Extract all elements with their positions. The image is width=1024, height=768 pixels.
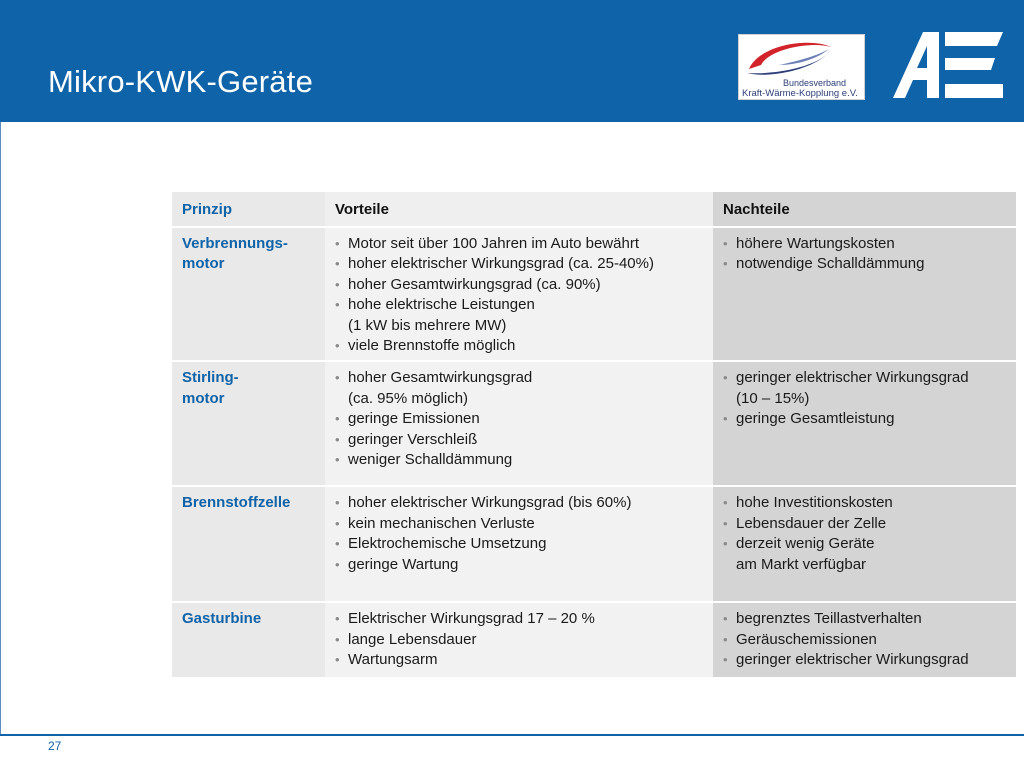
nachteile-cell — [713, 361, 1016, 486]
list-item: • Elektrochemische Umsetzung — [335, 534, 703, 554]
list-item: • notwendige Schalldämmung — [723, 254, 1006, 274]
list-item: • hoher elektrischer Wirkungsgrad (ca. 25-40%) — [335, 254, 703, 274]
list-item: • Motor seit über 100 Jahren im Auto bewährt — [335, 234, 703, 254]
nachteile-list — [723, 234, 1006, 275]
vorteile-list — [335, 234, 703, 356]
table-row — [172, 486, 1016, 602]
ae-logo-icon — [893, 30, 1005, 100]
footer-line — [0, 734, 1024, 736]
table-row — [172, 602, 1016, 678]
prinzip-cell — [172, 227, 325, 361]
page-number: 27 — [48, 739, 62, 753]
list-item: • hoher Gesamtwirkungsgrad (ca. 90%) — [335, 275, 703, 295]
prinzip-cell — [172, 602, 325, 678]
prinzip-cell — [172, 361, 325, 486]
list-item: • lange Lebensdauer — [335, 630, 703, 650]
list-item: • höhere Wartungskosten — [723, 234, 1006, 254]
vorteile-cell — [325, 486, 713, 602]
list-item: • Geräuschemissionen — [723, 630, 1006, 650]
prinzip-cell — [172, 486, 325, 602]
prinzip-label: Stirling- motor — [182, 369, 239, 407]
header-nachteile: Nachteile — [713, 192, 1016, 227]
swoosh-icon — [739, 35, 864, 79]
logo-text-line1: Bundesverband — [783, 78, 847, 88]
bkwk-logo — [738, 34, 865, 100]
list-item: • Elektrischer Wirkungsgrad 17 – 20 % — [335, 609, 703, 629]
header-prinzip: Prinzip — [172, 192, 325, 227]
list-item: • hohe elektrische Leistungen (1 kW bis mehrere MW) — [335, 295, 703, 336]
nachteile-list — [723, 368, 1006, 429]
list-item: • hohe Investitionskosten — [723, 493, 1006, 513]
nachteile-list — [723, 609, 1006, 670]
header-vorteile: Vorteile — [325, 192, 713, 227]
list-item: • derzeit wenig Geräte am Markt verfügbar — [723, 534, 1006, 575]
list-item: • kein mechanischen Verluste — [335, 514, 703, 534]
vorteile-list — [335, 493, 703, 575]
comparison-table — [172, 192, 1016, 679]
list-item: • geringer Verschleiß — [335, 430, 703, 450]
vorteile-cell — [325, 361, 713, 486]
prinzip-label: Brennstoffzelle — [182, 494, 291, 512]
nachteile-list — [723, 493, 1006, 575]
logo-text-line2: Kraft-Wärme-Kopplung e.V. — [742, 88, 858, 99]
table-header-row — [172, 192, 1016, 227]
table-row — [172, 361, 1016, 486]
list-item: • geringer elektrischer Wirkungsgrad — [723, 650, 1006, 670]
vorteile-cell — [325, 227, 713, 361]
list-item: • weniger Schalldämmung — [335, 450, 703, 470]
list-item: • geringe Wartung — [335, 555, 703, 575]
vorteile-cell — [325, 602, 713, 678]
vorteile-list — [335, 609, 703, 670]
prinzip-label: Gasturbine — [182, 610, 262, 628]
slide-header — [0, 0, 1024, 122]
nachteile-cell — [713, 602, 1016, 678]
slide-title: Mikro-KWK-Geräte — [48, 64, 314, 99]
list-item: • begrenztes Teillastverhalten — [723, 609, 1006, 629]
list-item: • Lebensdauer der Zelle — [723, 514, 1006, 534]
nachteile-cell — [713, 227, 1016, 361]
nachteile-cell — [713, 486, 1016, 602]
list-item: • hoher Gesamtwirkungsgrad (ca. 95% möglich) — [335, 368, 703, 409]
frame-left-line — [0, 122, 1, 734]
list-item: • geringer elektrischer Wirkungsgrad (10 – 15%) — [723, 368, 1006, 409]
table-row — [172, 227, 1016, 361]
list-item: • viele Brennstoffe möglich — [335, 336, 703, 356]
list-item: • Wartungsarm — [335, 650, 703, 670]
vorteile-list — [335, 368, 703, 470]
prinzip-label: Verbrennungs- motor — [182, 235, 288, 273]
list-item: • geringe Gesamtleistung — [723, 409, 1006, 429]
list-item: • geringe Emissionen — [335, 409, 703, 429]
list-item: • hoher elektrischer Wirkungsgrad (bis 60%) — [335, 493, 703, 513]
